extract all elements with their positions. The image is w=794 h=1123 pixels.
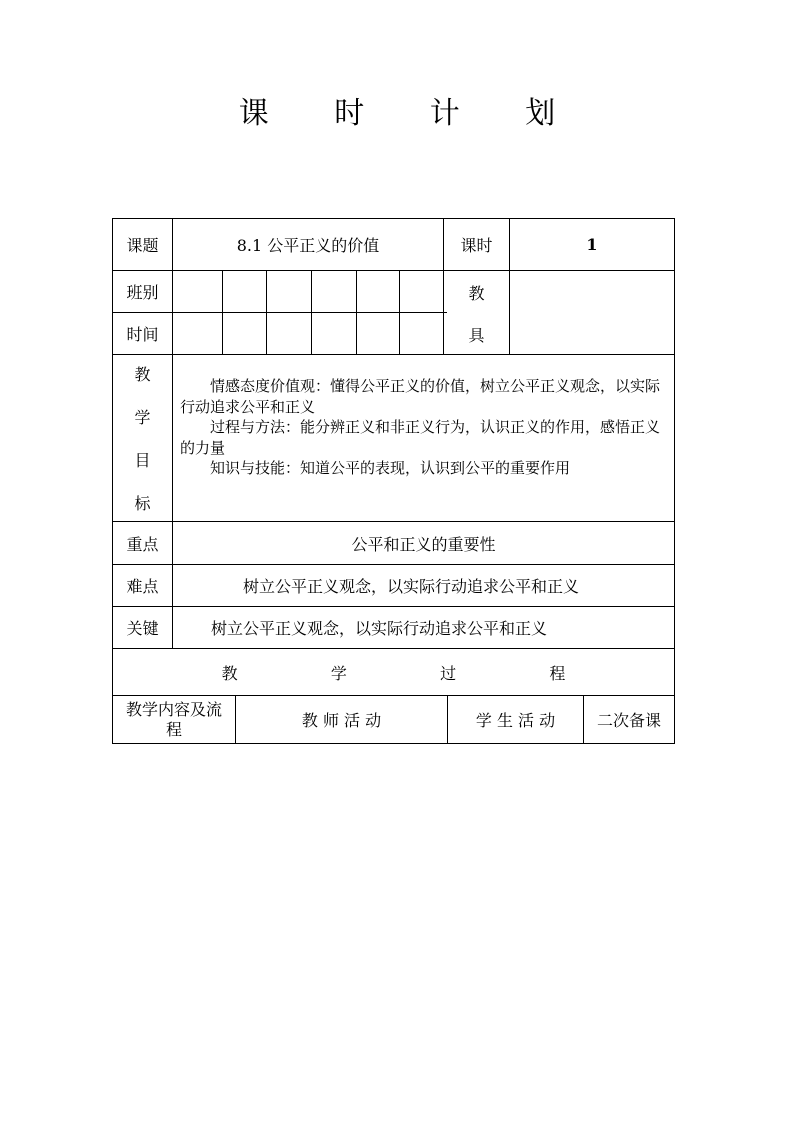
key-point-value: 公平和正义的重要性 [351,534,496,554]
key-point-label: 重点 [126,534,159,554]
page-title: 课 时 计 划 [238,96,584,131]
topic-label: 课题 [126,236,159,255]
objectives-label-char: 学 [134,408,151,427]
teacher-activity-header: 教 师 活 动 [301,711,382,730]
objectives-text [180,376,668,479]
objectives-label-char: 教 [134,365,151,384]
objective-attitude: 情感态度价值观：懂得公平正义的价值，树立公平正义观念，以实际行动追求公平和正义 [180,377,661,416]
hours-value: 1 [586,235,598,254]
objective-process: 过程与方法：能分辨正义和非正义行为，认识正义的作用，感悟正义的力量 [180,418,661,457]
content-flow-header: 教学内容及流程 [125,699,222,739]
second-prep-header: 二次备课 [596,711,661,730]
objectives-label-char: 标 [134,494,151,513]
class-label: 班别 [126,283,159,302]
hours-label: 课时 [460,236,493,255]
teaching-process-header [113,649,674,695]
time-label: 时间 [126,325,159,344]
crux-value: 树立公平正义观念，以实际行动追求公平和正义 [211,619,548,638]
objectives-label-char: 目 [134,451,151,470]
crux-label: 关键 [126,619,159,638]
tools-label-top: 教 [468,283,485,303]
process-header-char: 程 [549,663,566,683]
process-header-char: 学 [330,663,347,683]
topic-value: 8.1 公平正义的价值 [236,236,380,255]
tools-label-bottom: 具 [468,325,485,345]
objective-knowledge: 知识与技能：知道公平的表现，认识到公平的重要作用 [210,459,571,477]
process-header-char: 教 [221,663,238,683]
objectives-label [113,362,172,514]
difficulty-value: 树立公平正义观念，以实际行动追求公平和正义 [243,577,580,596]
process-header-char: 过 [440,663,457,683]
difficulty-label: 难点 [126,577,159,596]
student-activity-header: 学 生 活 动 [475,711,556,730]
